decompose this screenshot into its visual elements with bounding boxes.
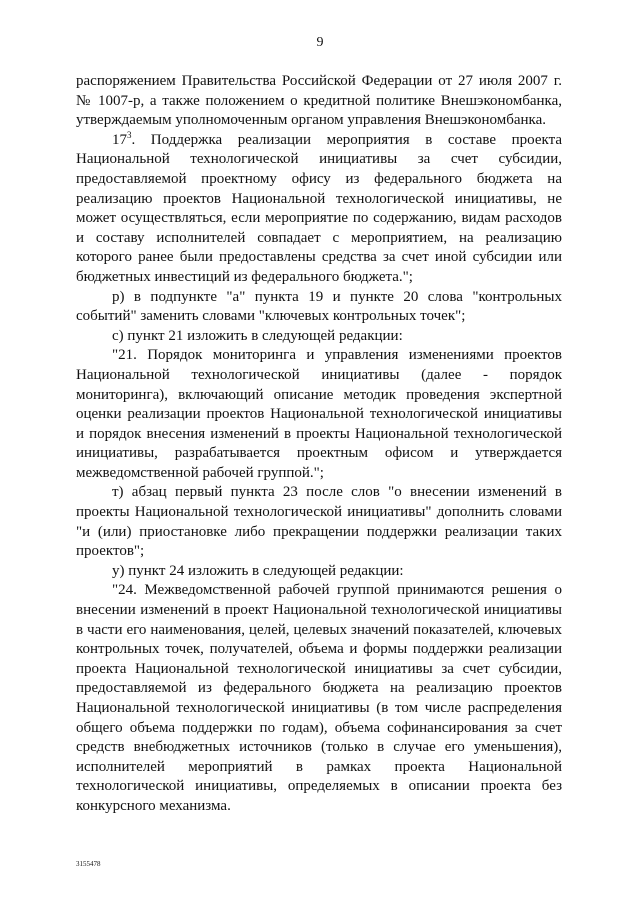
document-id: 3155478: [76, 860, 101, 868]
paragraph-item-21: "21. Порядок мониторинга и управления изменениями проектов Национальной технологической инициативы (далее - порядок мониторинга), включающий описание методик проведения экспертной оценки реализации проектов Национальной технологической инициативы и порядок внесения изменений в проекты Национальной технологической инициативы, разрабатывается проектным офисом и утверждается межведомственной рабочей группой.";: [76, 347, 562, 481]
paragraph-item-s: с) пункт 21 изложить в следующей редакции:: [112, 327, 403, 344]
paragraph-text: . Поддержка реализации мероприятия в составе проекта Национальной технологической инициативы за счет субсидии, предоставляемой проектному офису из федерального бюджета на реализацию проектов Национальной технологической инициативы, не может осуществляться, если мероприятие по содержанию, видам расходов и составу исполнителей совпадает с мероприятием, на реализацию которого ранее были предоставлены средства за счет иной субсидии или бюджетных инвестиций из федерального бюджета.";: [76, 131, 562, 285]
paragraph-item-17-3: [76, 131, 562, 288]
item-number: 17: [112, 131, 127, 148]
paragraph-item-24: "24. Межведомственной рабочей группой принимаются решения о внесении изменений в проект Национальной технологической инициативы в части его наименования, целей, целевых значений показателей, ключевых контрольных точек, получателей, объема и формы поддержки реализации проекта Национальной технологической инициативы за счет субсидии, предоставляемой из федерального бюджета на реализацию проектов Национальной технологической инициативы (в том числе распределения общего объема поддержки по годам), объема софинансирования за счет средств внебюджетных источников (только в случае его уменьшения), исполнителей мероприятий в рамках проекта Национальной технологической инициативы, определяемых в описании проекта без конкурсного механизма.: [76, 582, 562, 814]
item-number-superscript: 3: [127, 129, 132, 140]
paragraph-continuation: распоряжением Правительства Российской Федерации от 27 июля 2007 г. № 1007-р, а также положением о кредитной политике Внешэкономбанка, утверждаемым уполномоченным органом управления Внешэкономбанка.: [76, 73, 562, 129]
paragraph-item-r: р) в подпункте "а" пункта 19 и пункте 20 слова "контрольных событий" заменить словами "ключевых контрольных точек";: [76, 288, 562, 325]
paragraph-item-u: у) пункт 24 изложить в следующей редакции:: [112, 562, 404, 579]
document-body: [76, 72, 562, 817]
paragraph-item-t: т) абзац первый пункта 23 после слов "о внесении изменений в проекты Национальной технологической инициативы" дополнить словами "и (или) приостановке либо прекращении поддержки реализации таких проектов";: [76, 484, 562, 560]
page-number: 9: [316, 35, 324, 50]
